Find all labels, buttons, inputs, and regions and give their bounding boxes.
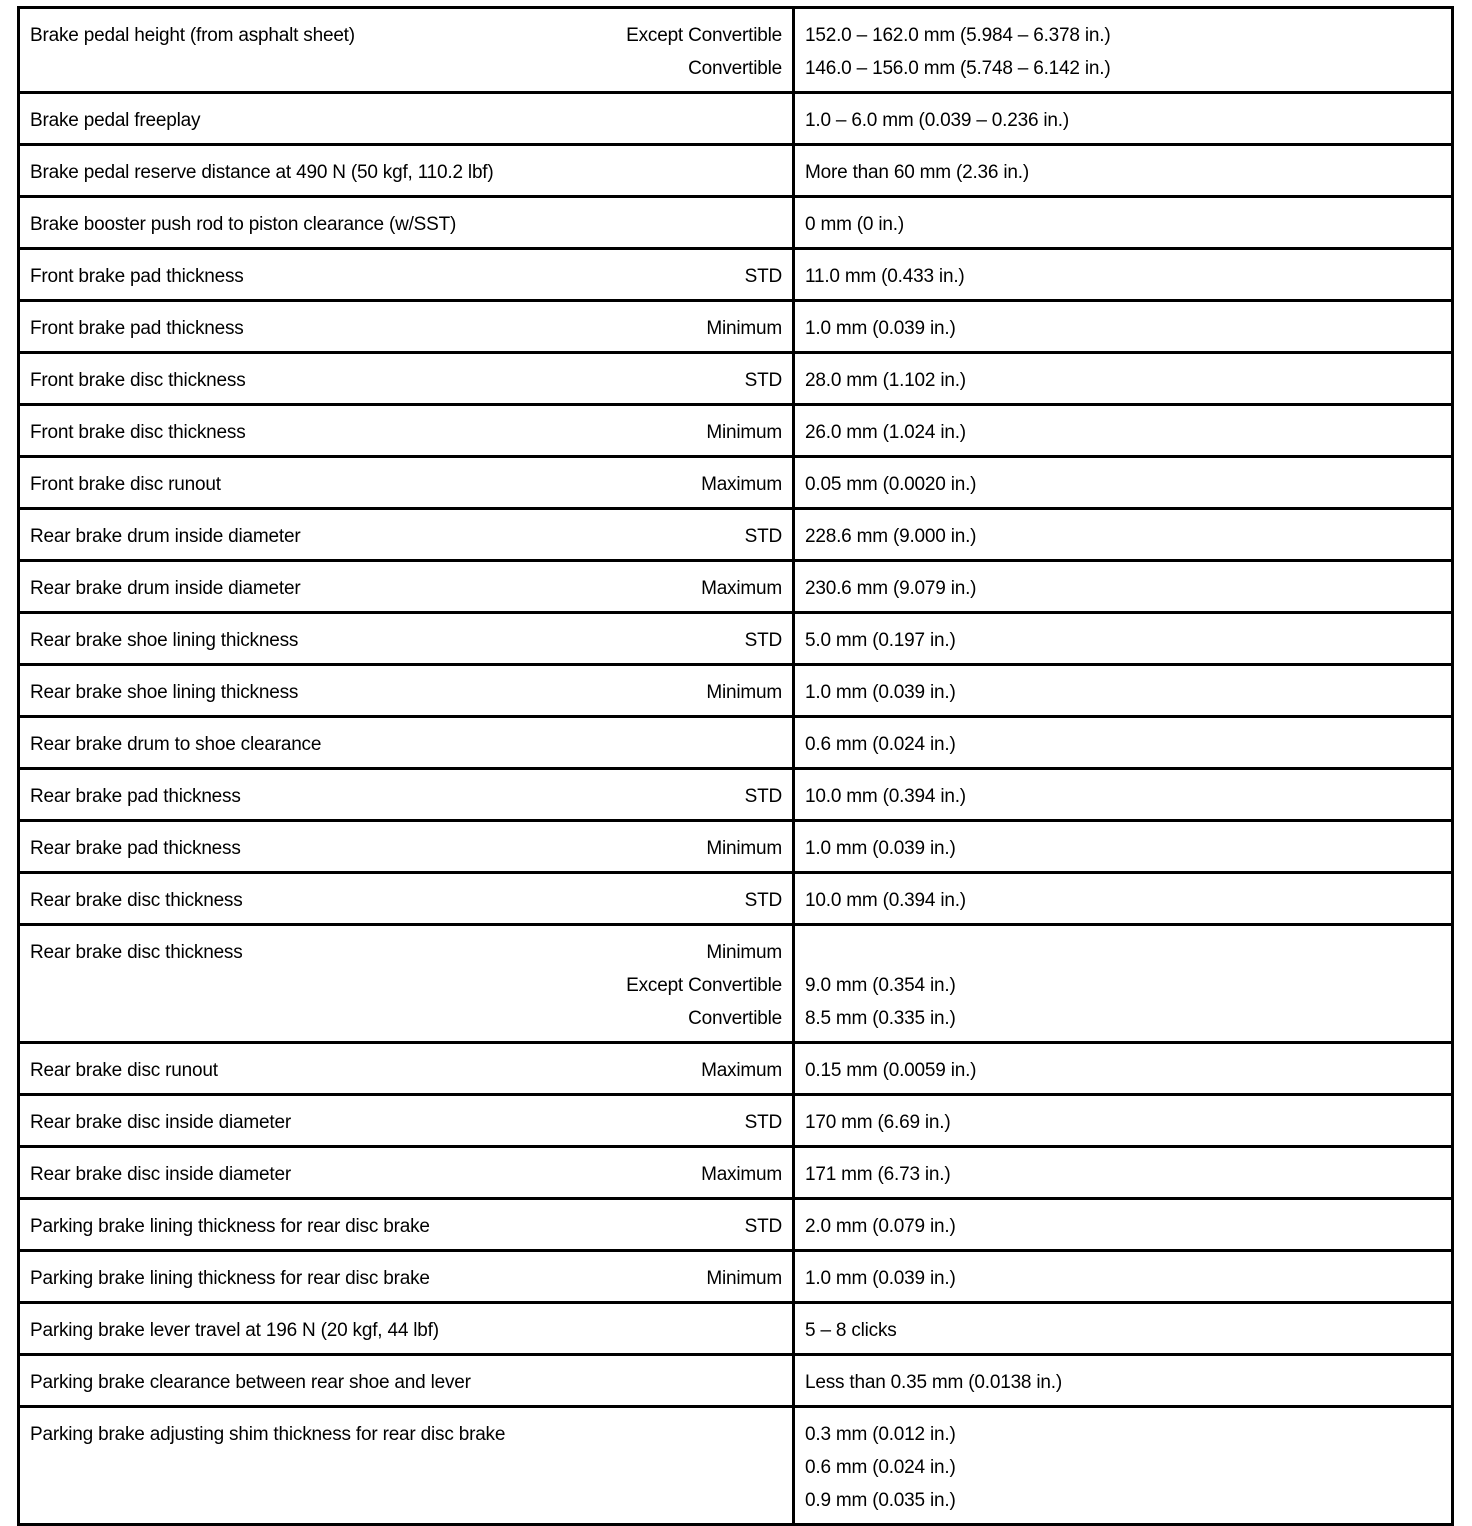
spec-value: 1.0 mm (0.039 in.) bbox=[805, 318, 956, 339]
table-row bbox=[19, 197, 1453, 249]
condition-label: STD bbox=[744, 1216, 782, 1237]
table-row bbox=[19, 457, 1453, 509]
condition-label: Convertible bbox=[688, 58, 782, 79]
table-row bbox=[19, 665, 1453, 717]
spec-value: 228.6 mm (9.000 in.) bbox=[805, 526, 977, 547]
spec-value: 0.15 mm (0.0059 in.) bbox=[805, 1060, 977, 1081]
condition-list bbox=[745, 364, 782, 397]
table-row bbox=[19, 1407, 1453, 1525]
parameter-label: Parking brake lever travel at 196 N (20 kgf, 44 lbf) bbox=[30, 1320, 439, 1341]
parameter-label: Rear brake drum inside diameter bbox=[30, 526, 301, 547]
value-cell bbox=[794, 1095, 1453, 1147]
parameter-label: Rear brake disc runout bbox=[30, 1060, 218, 1081]
condition-list bbox=[701, 1158, 782, 1191]
condition-label: Maximum bbox=[701, 578, 782, 599]
value-cell bbox=[794, 145, 1453, 197]
condition-list bbox=[745, 884, 782, 917]
condition-label: STD bbox=[744, 1112, 782, 1133]
condition-list bbox=[626, 19, 782, 85]
table-row bbox=[19, 301, 1453, 353]
condition-label: Minimum bbox=[706, 942, 782, 963]
spec-value: 9.0 mm (0.354 in.) bbox=[805, 975, 956, 996]
spec-value: 5 – 8 clicks bbox=[805, 1320, 897, 1341]
parameter-label: Front brake disc thickness bbox=[30, 370, 246, 391]
table-row bbox=[19, 1251, 1453, 1303]
value-cell bbox=[794, 509, 1453, 561]
spec-value: 26.0 mm (1.024 in.) bbox=[805, 422, 966, 443]
spec-value: 0.3 mm (0.012 in.) bbox=[805, 1424, 956, 1445]
parameter-cell bbox=[19, 1095, 794, 1147]
parameter-cell bbox=[19, 8, 794, 93]
table-row bbox=[19, 1303, 1453, 1355]
brake-spec-table bbox=[17, 6, 1454, 1526]
table-row bbox=[19, 925, 1453, 1043]
parameter-label: Parking brake adjusting shim thickness for rear disc brake bbox=[30, 1424, 506, 1445]
parameter-label: Rear brake pad thickness bbox=[30, 786, 241, 807]
condition-list bbox=[706, 676, 782, 709]
value-cell bbox=[794, 1199, 1453, 1251]
parameter-label: Rear brake disc thickness bbox=[30, 890, 243, 911]
condition-label: Maximum bbox=[701, 1060, 782, 1081]
spec-value: 170 mm (6.69 in.) bbox=[805, 1112, 951, 1133]
parameter-cell bbox=[19, 561, 794, 613]
parameter-cell bbox=[19, 353, 794, 405]
spec-value: 1.0 – 6.0 mm (0.039 – 0.236 in.) bbox=[805, 110, 1069, 131]
parameter-cell bbox=[19, 145, 794, 197]
spec-value: 230.6 mm (9.079 in.) bbox=[805, 578, 977, 599]
condition-list bbox=[706, 416, 782, 449]
parameter-label: Front brake disc thickness bbox=[30, 422, 246, 443]
condition-label: Minimum bbox=[706, 422, 782, 443]
parameter-cell bbox=[19, 1407, 794, 1525]
condition-label: Minimum bbox=[706, 838, 782, 859]
parameter-cell bbox=[19, 873, 794, 925]
table-row bbox=[19, 509, 1453, 561]
condition-list bbox=[745, 520, 782, 553]
spec-value bbox=[805, 936, 1441, 969]
condition-label: Minimum bbox=[706, 318, 782, 339]
table-row bbox=[19, 613, 1453, 665]
value-cell bbox=[794, 353, 1453, 405]
spec-value: 2.0 mm (0.079 in.) bbox=[805, 1216, 956, 1237]
parameter-label: Rear brake pad thickness bbox=[30, 838, 241, 859]
value-cell bbox=[794, 301, 1453, 353]
parameter-cell bbox=[19, 769, 794, 821]
value-cell bbox=[794, 717, 1453, 769]
condition-list bbox=[701, 468, 782, 501]
condition-label: Except Convertible bbox=[626, 975, 782, 996]
value-cell bbox=[794, 925, 1453, 1043]
condition-list bbox=[745, 780, 782, 813]
parameter-label: Brake booster push rod to piston clearance (w/SST) bbox=[30, 214, 457, 235]
condition-list bbox=[701, 572, 782, 605]
parameter-cell bbox=[19, 1355, 794, 1407]
condition-label: Minimum bbox=[706, 1268, 782, 1289]
condition-label: Maximum bbox=[701, 1164, 782, 1185]
condition-label: STD bbox=[744, 786, 782, 807]
table-row bbox=[19, 1199, 1453, 1251]
parameter-label: Rear brake drum inside diameter bbox=[30, 578, 301, 599]
table-row bbox=[19, 873, 1453, 925]
condition-list bbox=[706, 1262, 782, 1295]
parameter-label: Brake pedal height (from asphalt sheet) bbox=[30, 25, 355, 46]
parameter-label: Rear brake disc thickness bbox=[30, 942, 243, 963]
parameter-label: Rear brake shoe lining thickness bbox=[30, 682, 299, 703]
value-cell bbox=[794, 457, 1453, 509]
parameter-label: Rear brake disc inside diameter bbox=[30, 1112, 291, 1133]
value-cell bbox=[794, 1147, 1453, 1199]
condition-label: Convertible bbox=[688, 1008, 782, 1029]
spec-value: 5.0 mm (0.197 in.) bbox=[805, 630, 956, 651]
value-cell bbox=[794, 1355, 1453, 1407]
condition-label: Minimum bbox=[706, 682, 782, 703]
table-row bbox=[19, 353, 1453, 405]
value-cell bbox=[794, 665, 1453, 717]
value-cell bbox=[794, 8, 1453, 93]
parameter-label: Front brake disc runout bbox=[30, 474, 221, 495]
condition-label: STD bbox=[744, 526, 782, 547]
table-row bbox=[19, 1043, 1453, 1095]
condition-list bbox=[745, 1210, 782, 1243]
condition-list bbox=[706, 832, 782, 865]
spec-value: 28.0 mm (1.102 in.) bbox=[805, 370, 966, 391]
parameter-cell bbox=[19, 1147, 794, 1199]
table-row bbox=[19, 249, 1453, 301]
condition-list bbox=[745, 1106, 782, 1139]
spec-value: 0.05 mm (0.0020 in.) bbox=[805, 474, 977, 495]
table-row bbox=[19, 821, 1453, 873]
parameter-label: Parking brake clearance between rear shoe and lever bbox=[30, 1372, 471, 1393]
value-cell bbox=[794, 613, 1453, 665]
spec-table-body bbox=[19, 8, 1453, 1525]
spec-value: Less than 0.35 mm (0.0138 in.) bbox=[805, 1372, 1062, 1393]
value-cell bbox=[794, 821, 1453, 873]
condition-list bbox=[701, 1054, 782, 1087]
spec-value: 1.0 mm (0.039 in.) bbox=[805, 1268, 956, 1289]
parameter-label: Brake pedal freeplay bbox=[30, 110, 201, 131]
spec-value: 171 mm (6.73 in.) bbox=[805, 1164, 951, 1185]
condition-list bbox=[626, 936, 782, 1035]
parameter-label: Rear brake shoe lining thickness bbox=[30, 630, 299, 651]
spec-value: 1.0 mm (0.039 in.) bbox=[805, 838, 956, 859]
parameter-cell bbox=[19, 249, 794, 301]
table-row bbox=[19, 93, 1453, 145]
condition-list bbox=[745, 260, 782, 293]
condition-list bbox=[706, 312, 782, 345]
condition-label: STD bbox=[744, 266, 782, 287]
condition-label: Maximum bbox=[701, 474, 782, 495]
parameter-cell bbox=[19, 509, 794, 561]
value-cell bbox=[794, 769, 1453, 821]
parameter-label: Parking brake lining thickness for rear disc brake bbox=[30, 1268, 430, 1289]
parameter-cell bbox=[19, 405, 794, 457]
spec-value: 0 mm (0 in.) bbox=[805, 214, 904, 235]
value-cell bbox=[794, 1251, 1453, 1303]
condition-label: STD bbox=[744, 890, 782, 911]
table-row bbox=[19, 8, 1453, 93]
table-row bbox=[19, 717, 1453, 769]
parameter-cell bbox=[19, 457, 794, 509]
parameter-cell bbox=[19, 197, 794, 249]
parameter-cell bbox=[19, 717, 794, 769]
parameter-cell bbox=[19, 665, 794, 717]
parameter-cell bbox=[19, 1251, 794, 1303]
spec-value: 152.0 – 162.0 mm (5.984 – 6.378 in.) bbox=[805, 25, 1111, 46]
spec-value: 10.0 mm (0.394 in.) bbox=[805, 890, 966, 911]
parameter-cell bbox=[19, 613, 794, 665]
spec-value: 0.6 mm (0.024 in.) bbox=[805, 1457, 956, 1478]
condition-label: STD bbox=[744, 630, 782, 651]
condition-label: STD bbox=[744, 370, 782, 391]
value-cell bbox=[794, 1407, 1453, 1525]
value-cell bbox=[794, 405, 1453, 457]
parameter-label: Parking brake lining thickness for rear disc brake bbox=[30, 1216, 430, 1237]
parameter-label: Front brake pad thickness bbox=[30, 318, 244, 339]
parameter-cell bbox=[19, 1199, 794, 1251]
value-cell bbox=[794, 1043, 1453, 1095]
table-row bbox=[19, 1147, 1453, 1199]
parameter-label: Front brake pad thickness bbox=[30, 266, 244, 287]
table-row bbox=[19, 145, 1453, 197]
value-cell bbox=[794, 93, 1453, 145]
parameter-label: Brake pedal reserve distance at 490 N (50 kgf, 110.2 lbf) bbox=[30, 162, 494, 183]
parameter-cell bbox=[19, 93, 794, 145]
value-cell bbox=[794, 249, 1453, 301]
parameter-cell bbox=[19, 301, 794, 353]
parameter-cell bbox=[19, 925, 794, 1043]
value-cell bbox=[794, 561, 1453, 613]
spec-value: 0.9 mm (0.035 in.) bbox=[805, 1490, 956, 1511]
spec-value: 10.0 mm (0.394 in.) bbox=[805, 786, 966, 807]
parameter-label: Rear brake disc inside diameter bbox=[30, 1164, 291, 1185]
spec-value: More than 60 mm (2.36 in.) bbox=[805, 162, 1029, 183]
spec-value: 8.5 mm (0.335 in.) bbox=[805, 1008, 956, 1029]
table-row bbox=[19, 769, 1453, 821]
table-row bbox=[19, 405, 1453, 457]
spec-value: 11.0 mm (0.433 in.) bbox=[805, 266, 965, 287]
parameter-cell bbox=[19, 1043, 794, 1095]
condition-label: Except Convertible bbox=[626, 25, 782, 46]
parameter-cell bbox=[19, 821, 794, 873]
spec-value: 1.0 mm (0.039 in.) bbox=[805, 682, 956, 703]
table-row bbox=[19, 1095, 1453, 1147]
table-row bbox=[19, 561, 1453, 613]
parameter-cell bbox=[19, 1303, 794, 1355]
spec-value: 0.6 mm (0.024 in.) bbox=[805, 734, 956, 755]
spec-value: 146.0 – 156.0 mm (5.748 – 6.142 in.) bbox=[805, 58, 1111, 79]
table-row bbox=[19, 1355, 1453, 1407]
value-cell bbox=[794, 873, 1453, 925]
value-cell bbox=[794, 1303, 1453, 1355]
condition-list bbox=[745, 624, 782, 657]
value-cell bbox=[794, 197, 1453, 249]
parameter-label: Rear brake drum to shoe clearance bbox=[30, 734, 322, 755]
